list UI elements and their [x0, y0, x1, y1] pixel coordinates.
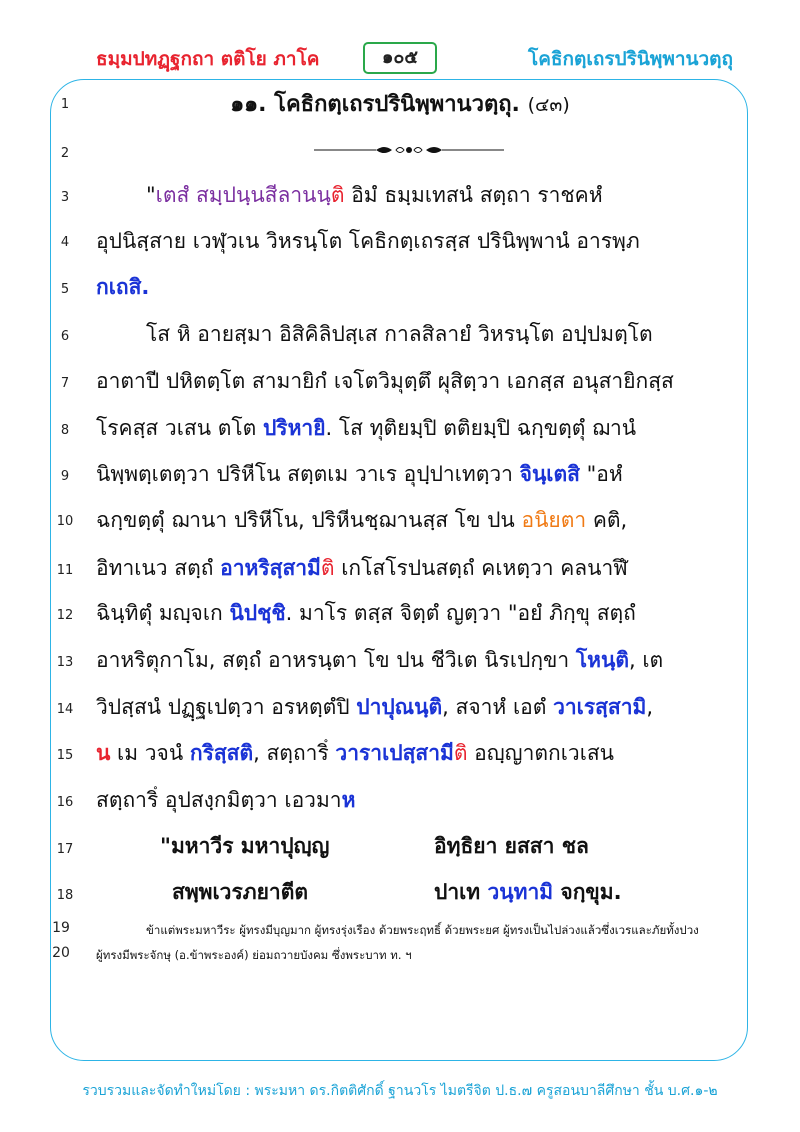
story-number: (๔๓)	[527, 94, 570, 116]
text-span: , สจาหํ เอตํ	[442, 695, 554, 719]
text-span: อิมํ ธมฺมเทสนํ สตฺถา ราชคหํ	[344, 183, 603, 207]
text-line-6: โส หิ อายสฺมา อิสิคิลิปสฺเส กาลสิลายํ วิหรนฺโต อปฺปมตฺโต	[146, 322, 653, 346]
line-number: 1	[60, 97, 70, 112]
ornament-divider-icon	[314, 143, 504, 157]
line-number: 19	[52, 920, 70, 936]
text-line-16	[96, 785, 724, 815]
line-number: 13	[56, 655, 74, 670]
text-span: เกโสโรปนสตฺถํ คเหตฺวา คลนาฬึ	[334, 556, 628, 580]
text-span: "	[146, 183, 156, 207]
text-span: วิปสฺสนํ ปฏฺฐเปตฺวา อรหตฺตํปิ	[96, 695, 357, 719]
text-line-8	[96, 413, 724, 443]
verse-line-2a: สพฺพเวรภยาตีต	[172, 880, 308, 904]
keyword-blue: ปาปุณนฺติ	[356, 695, 443, 719]
keyword-orange: อนิยตา	[521, 508, 587, 532]
text-span: , สตฺถาริํ	[253, 741, 336, 765]
header-story-title: โคธิกตฺเถรปรินิพฺพานวตฺถุ	[528, 48, 734, 70]
text-line-5	[96, 272, 724, 302]
verse-line-2b	[434, 876, 622, 909]
text-span: คติ,	[586, 508, 628, 532]
keyword-blue: จินฺเตสิ	[519, 462, 580, 486]
keyword-blue: กริสฺสติ	[189, 741, 254, 765]
text-line-4: อุปนิสฺสาย เวฬุวเน วิหรนฺโต โคธิกตฺเถรสฺส ปรินิพฺพานํ อารพฺภ	[96, 229, 640, 253]
text-span: ฉินฺทิตุํ มญฺจเก	[96, 601, 230, 625]
keyword-blue: ปริหายิ	[262, 416, 326, 440]
page-number-box: ๑๐๕	[363, 42, 437, 74]
text-line-7: อาตาปี ปหิตตฺโต สามายิกํ เจโตวิมุตฺตึ ผุสิตฺวา เอกสฺส อนุสายิกสฺส	[96, 369, 674, 393]
text-span: เม วจนํ	[110, 741, 190, 765]
line-number: 7	[60, 376, 70, 391]
line-number: 16	[56, 795, 74, 810]
keyword-red: ติ	[330, 183, 345, 207]
text-line-11	[96, 553, 724, 583]
text-span: โรคสฺส วเสน ตโต	[96, 416, 263, 440]
keyword-blue: วาเรสฺสามิ	[553, 695, 647, 719]
text-line-14	[96, 692, 724, 722]
line-number: 5	[60, 282, 70, 297]
story-title-text: ๑๑. โคธิกตฺเถรปรินิพฺพานวตฺถุ.	[230, 92, 520, 117]
line-number: 12	[56, 608, 74, 623]
keyword-blue: โหนฺ	[575, 648, 616, 672]
footnote-line-19: ข้าแต่พระมหาวีระ ผู้ทรงมีบุญมาก ผู้ทรงรุ่งเรือง ด้วยพระฤทธิ์ ด้วยพระยศ ผู้ทรงเป็นไปล่วงแล้วซึ่งเวรและภัยทั้งปวง	[146, 923, 699, 937]
line-number: 4	[60, 235, 70, 250]
text-span: อาหริตุกาโม, สตฺถํ อาหรนฺตา โข ปน ชีวิเต นิรเปกฺขา	[96, 648, 576, 672]
line-number: 8	[60, 423, 70, 438]
text-span: ,	[646, 695, 654, 719]
story-title	[0, 86, 800, 121]
text-span: สตฺถาริํ อุปสงฺกมิตฺวา เอวมา	[96, 788, 342, 812]
keyword-blue: วนฺทามิ	[487, 880, 554, 904]
line-number: 20	[52, 945, 70, 961]
line-number: 10	[56, 514, 74, 529]
text-span: ฉกฺขตฺตุํ ฌานา ปริหีโน, ปริหีนชฺฌานสฺส โข ปน	[96, 508, 522, 532]
keyword-blue: นิปชฺชิ	[229, 601, 286, 625]
text-span: ปาเท	[434, 880, 488, 904]
text-span: "อหํ	[579, 462, 623, 486]
line-number: 14	[56, 702, 74, 717]
keyword-blue: ห	[341, 788, 356, 812]
text-span: อญฺญาตกเวเสน	[467, 741, 615, 765]
text-span: , เต	[629, 648, 664, 672]
text-line-13	[96, 645, 724, 675]
text-span: นิพฺพตฺเตตฺวา ปริหีโน สตฺตเม วาเร อุปฺปาเทตฺวา	[96, 462, 520, 486]
footnote-line-20: ผู้ทรงมีพระจักษุ (อ.ข้าพระองค์) ย่อมถวายบังคม ซึ่งพระบาท ท. ฯ	[96, 948, 412, 962]
text-span: อิทาเนว สตฺถํ	[96, 556, 221, 580]
text-line-10	[96, 505, 724, 535]
line-number: 11	[56, 563, 74, 578]
keyword-red: ติ	[453, 741, 468, 765]
keyword-blue: อาหริสฺสามี	[220, 556, 321, 580]
verse-line-1a: "มหาวีร มหาปุญฺญ	[160, 834, 330, 858]
line-number: 6	[60, 329, 70, 344]
keyword-blue: ติ	[615, 648, 629, 672]
keyword-red: ติ	[320, 556, 335, 580]
text-span: . โส ทุติยมฺปิ ตติยมฺปิ ฉกฺขตฺตุํ ฌานํ	[325, 416, 637, 440]
text-span: จกฺขุม.	[553, 880, 622, 904]
keyword-blue: วาราเปสฺสามี	[335, 741, 454, 765]
keyword-blue: กเถสิ.	[96, 275, 150, 299]
line-number: 17	[56, 842, 74, 857]
keyword-purple: เตสํ สมฺปนฺนสีลานนฺ	[155, 183, 331, 207]
text-span: . มาโร ตสฺส จิตฺตํ ญตฺวา "อยํ ภิกฺขุ สตฺถํ	[285, 601, 636, 625]
text-line-15	[96, 738, 724, 768]
text-line-3	[146, 180, 724, 210]
header-book-title: ธมฺมปทฏฺฐกถา ตติโย ภาโค	[96, 48, 320, 70]
keyword-red: น	[96, 741, 111, 765]
line-number: 9	[60, 469, 70, 484]
line-number: 3	[60, 190, 70, 205]
line-number: 15	[56, 748, 74, 763]
text-line-9	[96, 459, 724, 489]
line-number: 18	[56, 888, 74, 903]
line-number: 2	[60, 146, 70, 161]
page-credit: รวบรวมและจัดทำใหม่โดย : พระมหา ดร.กิตติศักดิ์ ฐานวโร ไมตรีจิต ป.ธ.๗ ครูสอนบาลีศึกษา ชั้น บ.ศ.๑-๒	[82, 1083, 718, 1099]
verse-line-1b: อิทฺธิยา ยสสา ชล	[434, 834, 589, 858]
text-line-12	[96, 598, 724, 628]
